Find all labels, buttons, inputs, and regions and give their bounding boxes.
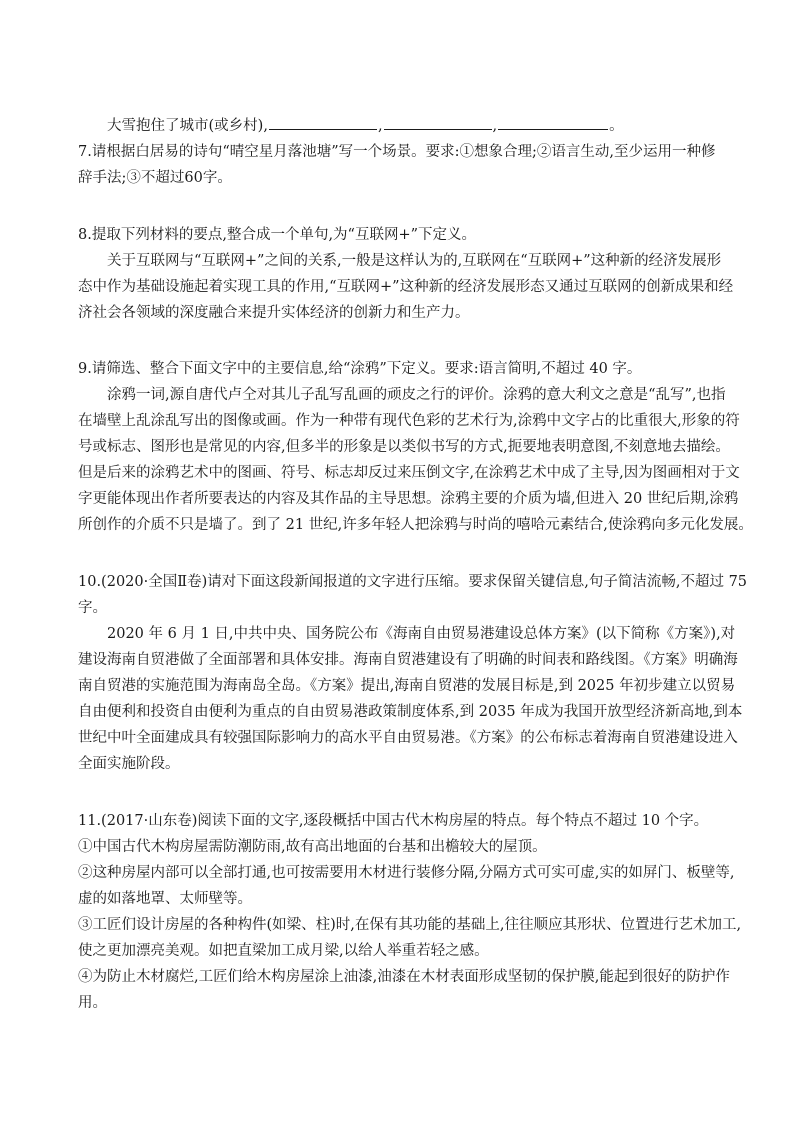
q6-sep-2: , — [492, 118, 498, 134]
q6-prefix: 大雪抱住了城市(或乡村), — [107, 118, 268, 134]
q7-question-line-2: 辞手法;③不超过60字。 — [78, 170, 232, 186]
q8-passage-line-1: 关于互联网与“互联网+”之间的关系,一般是这样认为的,互联网在“互联网+”这种新的经济发展形 — [107, 253, 722, 269]
q11-item-3-line-2: 使之更加漂亮美观。如把直梁加工成月梁,以给人举重若轻之感。 — [78, 943, 489, 959]
q10-passage-line-5: 世纪中叶全面建成具有较强国际影响力的高水平自由贸易港。《方案》的公布标志着海南自贸港建设进入 — [78, 730, 738, 746]
q6-fill-line — [107, 115, 757, 136]
q6-blank-2[interactable] — [384, 115, 492, 130]
q8-passage-line-2: 态中作为基础设施起着实现工具的作用,“互联网+”这种新的经济发展形态又通过互联网的创新成果和经 — [78, 279, 734, 295]
q10-passage-line-1: 2020 年 6 月 1 日,中共中央、国务院公布《海南自由贸易港建设总体方案》(以下简称《方案》),对 — [107, 626, 736, 642]
q9-passage-line-2: 在墙壁上乱涂乱写出的图像或画。作为一种带有现代色彩的艺术行为,涂鸦中文字占的比重很大,形象的符 — [78, 413, 740, 429]
q10-question-title-1: 10.(2020·全国Ⅱ卷)请对下面这段新闻报道的文字进行压缩。要求保留关键信息,句子简洁流畅,不超过 75 — [78, 574, 748, 590]
q9-passage-line-5: 字更能体现出作者所要表达的内容及其作品的主导思想。涂鸦主要的介质为墙,但进入 20 世纪后期,涂鸦 — [78, 491, 739, 507]
q6-blank-3[interactable] — [498, 115, 608, 130]
q11-item-2-line-1: ②这种房屋内部可以全部打通,也可按需要用木材进行装修分隔,分隔方式可实可虚,实的如屏门、板壁等, — [78, 865, 735, 881]
q10-passage-line-6: 全面实施阶段。 — [78, 756, 180, 772]
q11-item-4-line-2: 用。 — [78, 995, 107, 1011]
q6-blank-1[interactable] — [269, 115, 377, 130]
q6-end: 。 — [609, 118, 624, 134]
q10-passage-line-4: 自由便利和投资自由便利为重点的自由贸易港政策制度体系,到 2035 年成为我国开放型经济新高地,到本 — [78, 704, 743, 720]
q9-passage-line-1: 涂鸦一词,源自唐代卢仝对其儿子乱写乱画的顽皮之行的评价。涂鸦的意大利文之意是“乱写”,也指 — [107, 387, 726, 403]
q10-passage-line-3: 南自贸港的实施范围为海南岛全岛。《方案》提出,海南自贸港的发展目标是,到 2025 年初步建立以贸易 — [78, 678, 736, 694]
q6-sep-1: , — [377, 118, 383, 134]
q10-passage-line-2: 建设海南自贸港做了全面部署和具体安排。海南自贸港建设有了明确的时间表和路线图。《方案》明确海 — [78, 652, 738, 668]
q9-passage-line-4: 但是后来的涂鸦艺术中的图画、符号、标志却反过来压倒文字,在涂鸦艺术中成了主导,因为图画相对于文 — [78, 465, 740, 481]
q11-item-4-line-1: ④为防止木材腐烂,工匠们给木构房屋涂上油漆,油漆在木材表面形成坚韧的保护膜,能起到很好的防护作 — [78, 969, 730, 985]
q11-item-2-line-2: 虚的如落地罩、太师壁等。 — [78, 891, 252, 907]
q11-item-3-line-1: ③工匠们设计房屋的各种构件(如梁、柱)时,在保有其功能的基础上,往往顺应其形状、位置进行艺术加工, — [78, 917, 742, 933]
q11-item-1: ①中国古代木构房屋需防潮防雨,故有高出地面的台基和出檐较大的屋顶。 — [78, 839, 547, 855]
q7-question-line-1: 7.请根据白居易的诗句“晴空星月落池塘”写一个场景。要求:①想象合理;②语言生动,至少运用一种修 — [78, 144, 716, 160]
q8-question-title: 8.提取下列材料的要点,整合成一个单句,为“互联网+”下定义。 — [78, 227, 477, 243]
q11-question-title: 11.(2017·山东卷)阅读下面的文字,逐段概括中国古代木构房屋的特点。每个特点不超过 10 个字。 — [78, 813, 709, 829]
q8-passage-line-3: 济社会各领域的深度融合来提升实体经济的创新力和生产力。 — [78, 305, 470, 321]
q9-passage-line-6: 所创作的介质不只是墙了。到了 21 世纪,许多年轻人把涂鸦与时尚的嘻哈元素结合,使涂鸦向多元化发展。 — [78, 517, 753, 533]
q9-passage-line-3: 号或标志、图形也是常见的内容,但多半的形象是以类似书写的方式,扼要地表明意图,不刻意地去描绘。 — [78, 439, 730, 455]
q10-question-title-2: 字。 — [78, 600, 107, 616]
q9-question-title: 9.请筛选、整合下面文字中的主要信息,给“涂鸦”下定义。要求:语言简明,不超过 40 字。 — [78, 361, 642, 377]
